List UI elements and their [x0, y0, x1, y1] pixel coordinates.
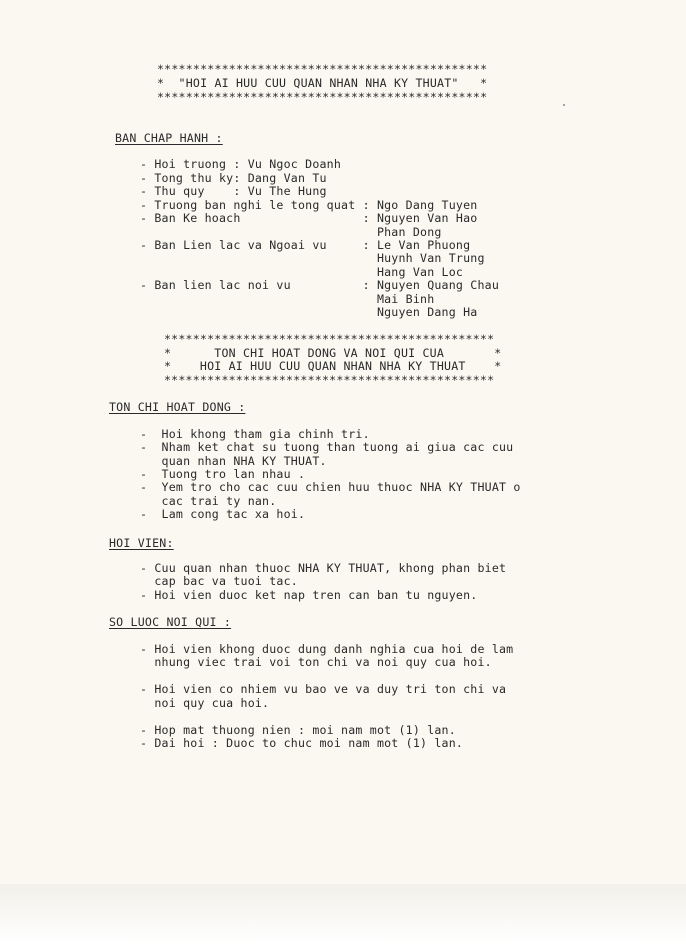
ban-chap-hanh-line: - Truong ban nghi le tong quat : Ngo Dang Tuyen: [140, 198, 478, 212]
ton-chi-line: - Hoi khong tham gia chinh tri.: [140, 427, 370, 441]
ban-chap-hanh-line: Nguyen Dang Ha: [140, 305, 478, 319]
ban-chap-hanh-line: - Tong thu ky: Dang Van Tu: [140, 171, 327, 185]
hoi-vien-line: - Hoi vien duoc ket nap tren can ban tu nguyen.: [140, 588, 478, 602]
ban-chap-hanh-line: - Hoi truong : Vu Ngoc Doanh: [140, 157, 342, 171]
so-luoc-line: - Hop mat thuong nien : moi nam mot (1) lan.: [140, 723, 456, 737]
ton-chi-line: - Lam cong tac xa hoi.: [140, 507, 306, 521]
ton-chi-line: cac trai ty nan.: [140, 494, 277, 508]
paper-bottom-edge: [0, 884, 686, 944]
ban-chap-hanh-line: Mai Binh: [140, 292, 435, 306]
ban-chap-hanh-line: - Ban Ke hoach : Nguyen Van Hao: [140, 211, 478, 225]
hoi-vien-line: - Cuu quan nhan thuoc NHA KY THUAT, khong phan biet: [140, 561, 507, 575]
ban-chap-hanh-line: Hang Van Loc: [140, 265, 464, 279]
banner-1-line-1: **********************************************: [157, 62, 488, 76]
hoi-vien-line: cap bac va tuoi tac.: [140, 574, 298, 588]
ban-chap-hanh-line: - Ban lien lac noi vu : Nguyen Quang Chau: [140, 278, 500, 292]
banner-1-line-3: **********************************************: [157, 90, 488, 104]
ban-chap-hanh-line: Phan Dong: [140, 225, 442, 239]
banner-2-line-1: **********************************************: [164, 332, 495, 346]
ton-chi-line: - Nham ket chat su tuong than tuong ai giua cac cuu: [140, 440, 514, 454]
ban-chap-hanh-line: - Ban Lien lac va Ngoai vu : Le Van Phuong: [140, 238, 471, 252]
banner-2-title-1: * TON CHI HOAT DONG VA NOI QUI CUA *: [164, 346, 502, 360]
ban-chap-hanh-heading: BAN CHAP HANH :: [115, 131, 223, 145]
so-luoc-line: - Hoi vien khong duoc dung danh nghia cua hoi de lam: [140, 642, 514, 656]
ban-chap-hanh-line: Huynh Van Trung: [140, 251, 485, 265]
ban-chap-hanh-line: - Thu quy : Vu The Hung: [140, 184, 327, 198]
so-luoc-line: nhung viec trai voi ton chi va noi quy cua hoi.: [140, 655, 492, 669]
speck-mark: [563, 104, 565, 106]
ton-chi-heading: TON CHI HOAT DONG :: [109, 400, 246, 414]
banner-1-title: * "HOI AI HUU CUU QUAN NHAN NHA KY THUAT" *: [157, 76, 488, 90]
so-luoc-line: - Hoi vien co nhiem vu bao ve va duy tri ton chi va: [140, 682, 507, 696]
so-luoc-noi-qui-heading: SO LUOC NOI QUI :: [109, 615, 232, 629]
banner-2-title-2: * HOI AI HUU CUU QUAN NHAN NHA KY THUAT *: [164, 359, 502, 373]
ton-chi-line: quan nhan NHA KY THUAT.: [140, 454, 327, 468]
hoi-vien-heading: HOI VIEN:: [109, 536, 174, 550]
ton-chi-line: - Tuong tro lan nhau .: [140, 467, 306, 481]
so-luoc-line: - Dai hoi : Duoc to chuc moi nam mot (1) lan.: [140, 736, 464, 750]
ton-chi-line: - Yem tro cho cac cuu chien huu thuoc NHA KY THUAT o: [140, 480, 521, 494]
banner-2-line-4: **********************************************: [164, 373, 495, 387]
so-luoc-line: noi quy cua hoi.: [140, 696, 270, 710]
